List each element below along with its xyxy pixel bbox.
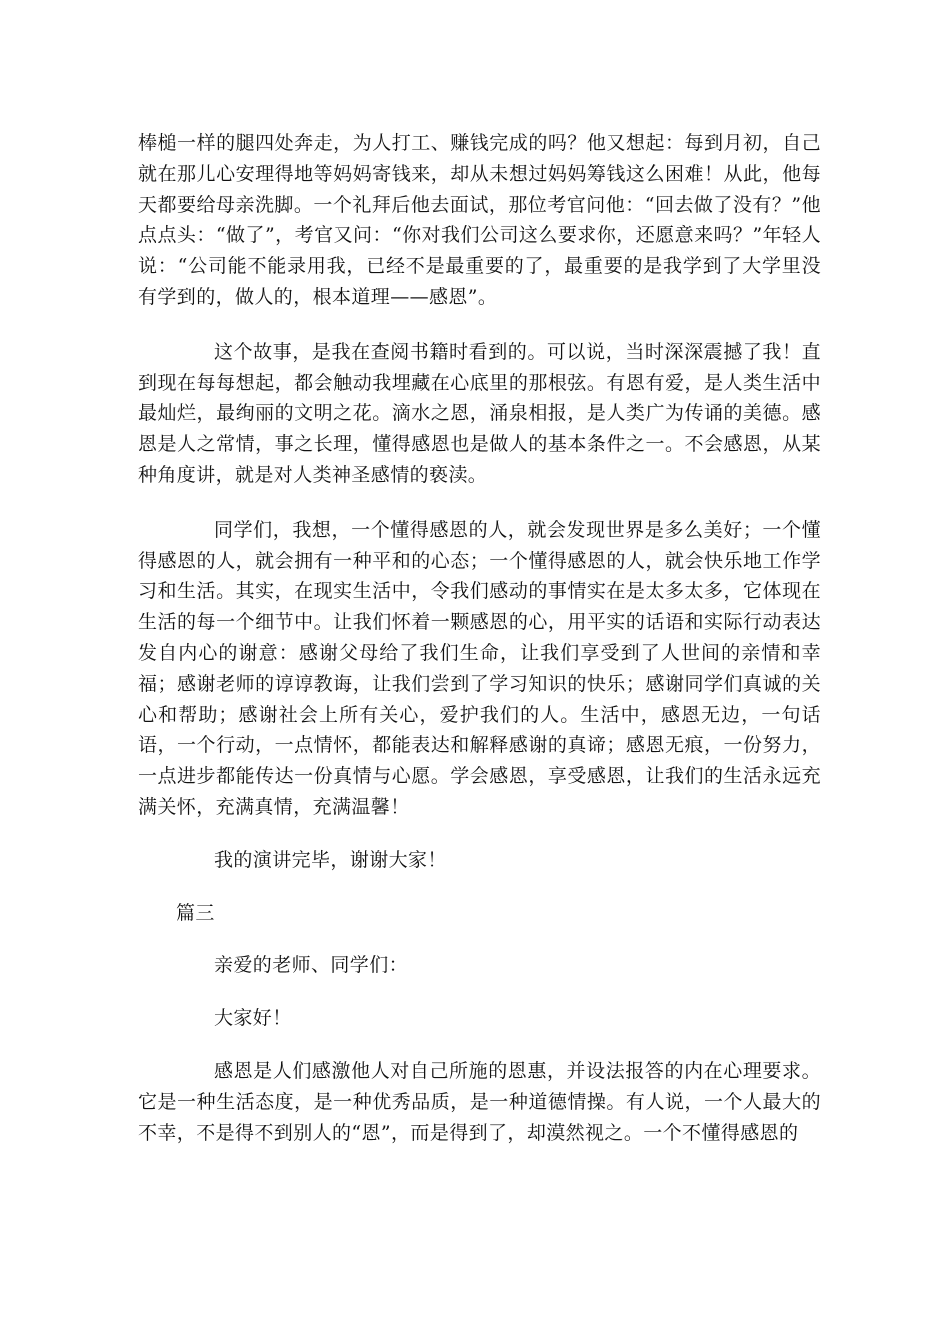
paragraph-gap [138,823,821,845]
paragraph-intro: 感恩是人们感激他人对自己所施的恩惠，并设法报答的内在心理要求。它是一种生活态度，是一种优秀品质，是一种道德情操。有人说，一个人最大的不幸，不是得不到别人的“恩”，而是得到了，却漠然视之。一个不懂得感恩的 [138,1059,821,1144]
paragraph-salutation: 亲爱的老师、同学们： [214,954,409,977]
paragraph-gap [138,313,821,337]
paragraph-gratitude: 同学们，我想，一个懂得感恩的人，就会发现世界是多么美好；一个懂得感恩的人，就会拥有一种平和的心态；一个懂得感恩的人，就会快乐地工作学习和生活。其实，在现实生活中，令我们感动的事情实在是太多太多，它体现在生活的每一个细节中。让我们怀着一颗感恩的心，用平实的话语和实际行动表达发自内心的谢意：感谢父母给了我们生命，让我们享受到了人世间的亲情和幸福；感谢老师的谆谆教诲，让我们尝到了学习知识的快乐；感谢同学们真诚的关心和帮助；感谢社会上所有关心，爱护我们的人。生活中，感恩无边，一句话语，一个行动，一点情怀，都能表达和解释感谢的真谛；感恩无痕，一份努力，一点进步都能传达一份真情与心愿。学会感恩，享受感恩，让我们的生活永远充满关怀，充满真情，充满温馨！ [138,518,821,818]
paragraph-closing: 我的演讲完毕，谢谢大家！ [214,848,447,871]
paragraph-gap [138,1034,821,1056]
paragraph-greeting: 大家好！ [214,1007,292,1030]
paragraph-reflection: 这个故事，是我在查阅书籍时看到的。可以说，当时深深震撼了我！直到现在每每想起，都会触动我埋藏在心底里的那根弦。有恩有爱，是人类生活中最灿烂，最绚丽的文明之花。滴水之恩，涌泉相报，是人类广为传诵的美德。感恩是人之常情，事之长理，懂得感恩也是做人的基本条件之一。不会感恩，从某种角度讲，就是对人类神圣感情的亵渎。 [138,340,821,486]
paragraph-story-end: 棒槌一样的腿四处奔走，为人打工、赚钱完成的吗？他又想起：每到月初，自己就在那儿心安理得地等妈妈寄钱来，却从未想过妈妈筹钱这么困难！从此，他每天都要给母亲洗脚。一个礼拜后他去面试，那位考官问他：“回去做了没有？”他点点头：“做了”，考官又问：“你对我们公司这么要求你，还愿意来吗？”年轻人说：“公司能不能录用我，已经不是最重要的了，最重要的是我学到了大学里没有学到的，做人的，根本道理——感恩”。 [138,132,821,308]
paragraph-gap [138,491,821,515]
section-heading: 篇三 [176,901,215,924]
paragraph-gap [138,876,821,898]
paragraph-gap [138,981,821,1003]
paragraph-gap [138,928,821,950]
